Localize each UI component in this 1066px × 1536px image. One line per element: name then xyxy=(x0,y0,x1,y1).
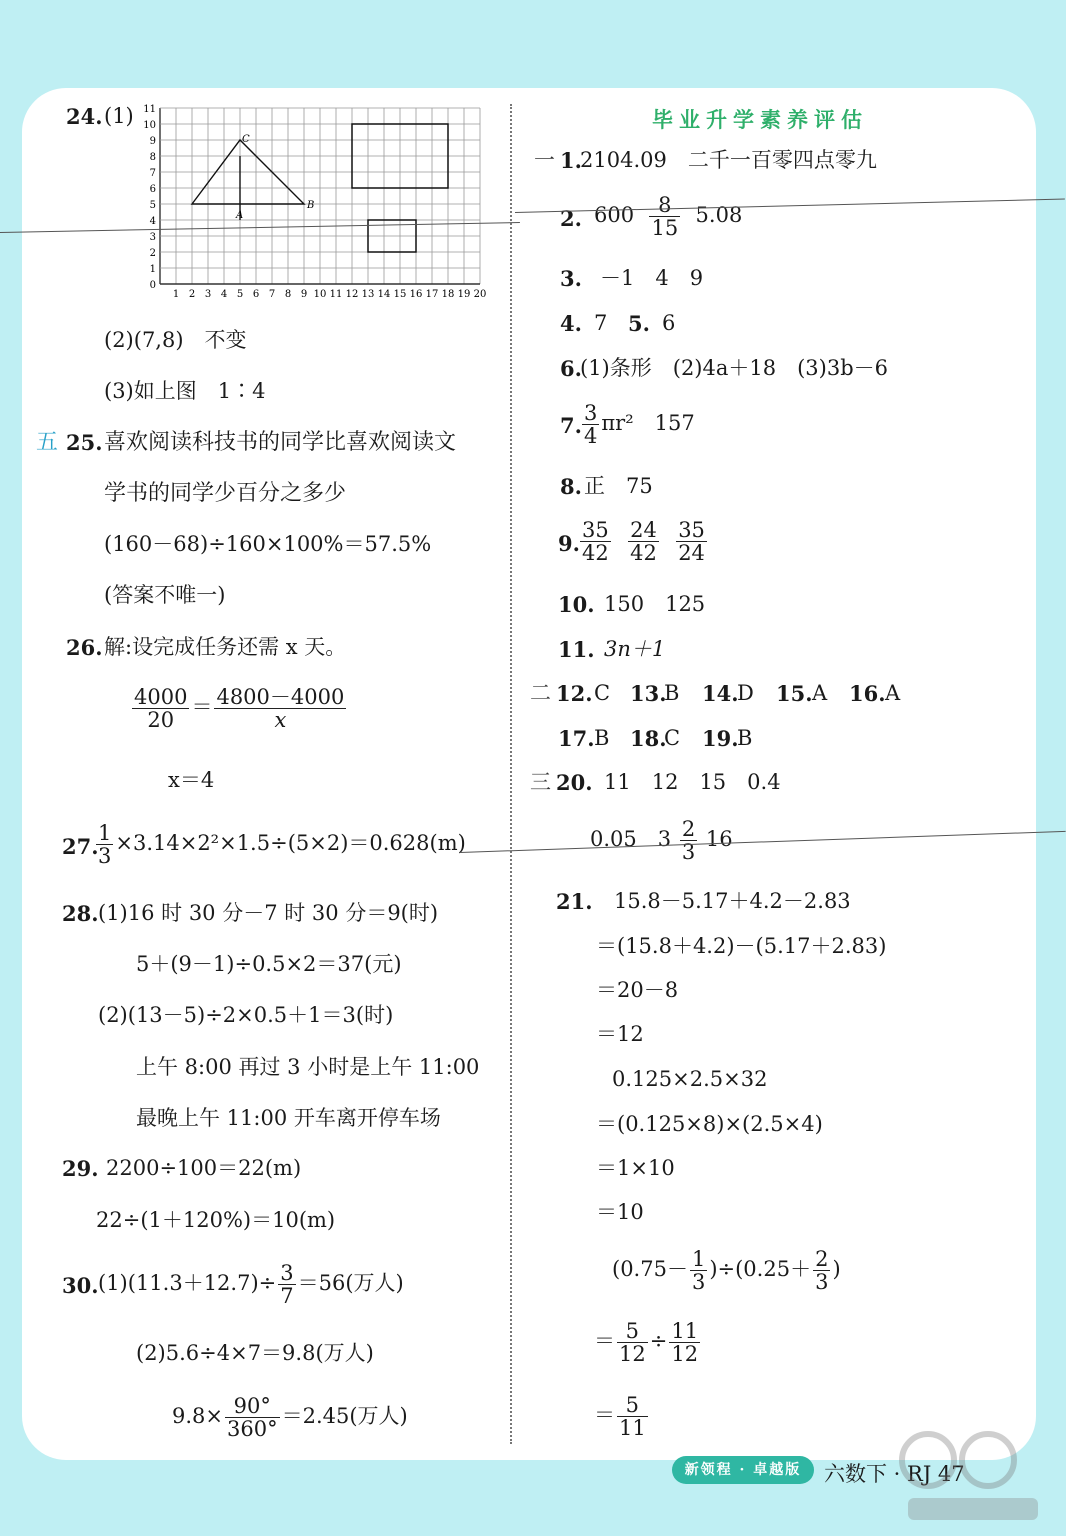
x-tick-label: 16 xyxy=(409,289,423,298)
y-tick-label: 8 xyxy=(149,152,156,163)
q28-line1: (1)16 时 30 分－7 时 30 分＝9(时) xyxy=(98,901,439,925)
q24-part2: (2)(7,8) 不变 xyxy=(104,328,247,352)
x-tick-label: 14 xyxy=(377,289,391,298)
a7-post: πr² 157 xyxy=(601,411,695,436)
q28-line5: 最晚上午 11:00 开车离开停车场 xyxy=(136,1106,441,1130)
y-tick-label: 11 xyxy=(143,104,156,115)
a1-text: 2104.09 二千一百零四点零九 xyxy=(580,148,877,172)
q26-f1-den: 20 xyxy=(147,708,175,733)
a2-f-den: 15 xyxy=(651,216,679,241)
q25-number: 25. xyxy=(66,430,103,455)
x-tick-label: 10 xyxy=(313,289,327,298)
x-tick-label: 4 xyxy=(220,289,228,298)
a21-l9-a: (0.75－ xyxy=(612,1257,688,1282)
q30-l3-pre: 9.8× xyxy=(172,1404,223,1429)
q27-f-num: 1 xyxy=(98,821,112,845)
a2-number: 2. xyxy=(560,206,582,231)
q29-line1: 2200÷100＝22(m) xyxy=(106,1156,302,1180)
section-two-mark: 二 xyxy=(530,681,551,705)
a20-f-den: 3 xyxy=(681,840,696,865)
coordinate-grid xyxy=(138,102,494,298)
a2-f-num: 8 xyxy=(649,194,680,217)
a20-text: 11 12 15 0.4 xyxy=(604,770,781,794)
a7-f-den: 4 xyxy=(584,424,598,449)
x-tick-label: 13 xyxy=(361,289,375,298)
q24-number: 24. xyxy=(66,104,103,129)
a21-l9-c: ) xyxy=(832,1257,841,1282)
a9-f2-num: 24 xyxy=(630,518,657,542)
a10-number: 10. xyxy=(558,592,595,617)
y-tick-label: 4 xyxy=(149,216,156,227)
point-b-label: B xyxy=(307,200,315,211)
a2-post: 5.08 xyxy=(695,203,743,228)
q30-line2: (2)5.6÷4×7＝9.8(万人) xyxy=(136,1341,374,1365)
x-tick-label: 9 xyxy=(300,289,308,298)
x-tick-label: 7 xyxy=(268,289,276,298)
x-tick-label: 5 xyxy=(236,289,244,298)
a20-number: 20. xyxy=(556,770,593,795)
q30-l3-post: ＝2.45(万人) xyxy=(281,1404,408,1429)
a21-number: 21. xyxy=(556,889,593,914)
a3-number: 3. xyxy=(560,266,582,291)
a2-pre: 600 xyxy=(594,203,635,228)
y-tick-label: 10 xyxy=(143,120,156,131)
a11-number: 11. xyxy=(558,637,595,662)
y-tick-label: 3 xyxy=(149,232,156,243)
a11-text: 3n＋1 xyxy=(604,637,666,661)
a21-l2: ＝(15.8＋4.2)－(5.17＋2.83) xyxy=(596,934,887,958)
a21-l3: ＝20－8 xyxy=(596,978,679,1002)
a21-l11 xyxy=(594,1394,650,1439)
a14-value: D xyxy=(737,681,754,705)
q29-number: 29. xyxy=(62,1156,99,1181)
a4-value: 7 xyxy=(594,311,608,335)
a12-value: C xyxy=(594,681,611,705)
a10-text: 150 125 xyxy=(604,592,706,616)
a14-number: 14. xyxy=(702,681,739,706)
q27-number: 27. xyxy=(62,834,99,859)
a21-l11-f-num: 5 xyxy=(617,1394,648,1417)
q26-line1: 解:设完成任务还需 x 天。 xyxy=(104,635,347,659)
a21-l9 xyxy=(612,1248,841,1293)
x-tick-label: 19 xyxy=(457,289,471,298)
x-tick-label: 18 xyxy=(441,289,455,298)
q25-line2: 学书的同学少百分之多少 xyxy=(104,481,347,506)
q26-number: 26. xyxy=(66,635,103,660)
x-tick-label: 3 xyxy=(204,289,212,298)
q26-eq: ＝ xyxy=(191,695,213,720)
x-tick-label: 1 xyxy=(172,289,180,298)
a21-l11-f-den: 11 xyxy=(619,1416,646,1441)
a6-number: 6. xyxy=(560,356,582,381)
a7-f-num: 3 xyxy=(584,401,598,425)
a12-number: 12. xyxy=(556,681,593,706)
a21-l4: ＝12 xyxy=(596,1022,644,1046)
a19-number: 19. xyxy=(702,726,739,751)
section-one-mark: 一 xyxy=(534,148,555,172)
q30-l3-num: 90° xyxy=(225,1395,280,1418)
q30-l3-den: 360° xyxy=(227,1417,278,1442)
a4-number: 4. xyxy=(560,311,582,336)
a20-line2 xyxy=(590,818,733,863)
a21-l9-f2-num: 2 xyxy=(815,1247,829,1271)
q30-l1-pre: (1)(11.3＋12.7)÷ xyxy=(98,1271,277,1296)
section-five-mark: 五 xyxy=(36,430,59,455)
a7-number: 7. xyxy=(560,413,582,438)
a6-text: (1)条形 (2)4a＋18 (3)3b－6 xyxy=(580,356,889,380)
q24-part3: (3)如上图 1∶4 xyxy=(104,379,266,403)
q28-number: 28. xyxy=(62,901,99,926)
x-tick-label: 8 xyxy=(284,289,292,298)
q26-f1-num: 4000 xyxy=(134,685,188,709)
a9-line xyxy=(578,519,709,564)
a21-l10-f2-num: 11 xyxy=(671,1319,699,1343)
a21-l11-eq: ＝ xyxy=(594,1403,615,1428)
a5-value: 6 xyxy=(662,311,676,335)
a3-text: －1 4 9 xyxy=(600,266,704,290)
q26-line3: x＝4 xyxy=(168,768,215,792)
a20-l2-post: 16 xyxy=(705,827,733,852)
x-tick-label: 2 xyxy=(188,289,196,298)
footer-page-label: 六数下 · RJ 47 xyxy=(824,1462,965,1486)
a21-l10-f2-den: 12 xyxy=(671,1342,699,1367)
section-three-mark: 三 xyxy=(530,770,551,794)
y-tick-label: 2 xyxy=(149,248,156,259)
a8-text: 正 75 xyxy=(584,474,653,498)
a15-number: 15. xyxy=(776,681,813,706)
a15-value: A xyxy=(812,681,828,705)
a21-l5: 0.125×2.5×32 xyxy=(612,1067,768,1091)
q30-number: 30. xyxy=(62,1273,99,1298)
y-tick-label: 5 xyxy=(149,200,156,211)
a21-l10-f1-den: 12 xyxy=(619,1342,646,1367)
q28-line3: (2)(13－5)÷2×0.5＋1＝3(时) xyxy=(98,1003,394,1027)
x-tick-label: 12 xyxy=(345,289,359,298)
x-tick-label: 17 xyxy=(425,289,439,298)
q27-rest: ×3.14×2²×1.5÷(5×2)＝0.628(m) xyxy=(115,831,466,856)
y-tick-label: 1 xyxy=(149,264,156,275)
column-divider xyxy=(510,104,512,1444)
q26-f2-den: x xyxy=(274,708,287,733)
y-tick-label: 0 xyxy=(149,280,156,291)
a9-number: 9. xyxy=(558,531,580,556)
a9-f2-den: 42 xyxy=(630,541,657,566)
q25-line1: 喜欢阅读科技书的同学比喜欢阅读文 xyxy=(104,430,457,455)
a13-number: 13. xyxy=(630,681,667,706)
a21-l10-op: ÷ xyxy=(649,1329,668,1354)
q30-l1-post: ＝56(万人) xyxy=(297,1271,404,1296)
footer-brand-pill: 新领程 · 卓越版 xyxy=(672,1456,814,1484)
a9-f3-den: 24 xyxy=(678,541,705,566)
a21-l9-f2-den: 3 xyxy=(815,1270,829,1295)
a21-l8: ＝10 xyxy=(596,1200,644,1224)
a16-number: 16. xyxy=(849,681,886,706)
x-tick-label: 11 xyxy=(329,289,343,298)
a7-line xyxy=(580,402,695,447)
q27-expression xyxy=(94,822,466,867)
a2-line xyxy=(594,194,742,239)
a1-number: 1. xyxy=(560,148,582,173)
y-tick-label: 7 xyxy=(149,168,156,179)
a20-f-num: 2 xyxy=(681,817,696,841)
x-tick-label: 15 xyxy=(393,289,407,298)
a21-l6: ＝(0.125×8)×(2.5×4) xyxy=(596,1112,823,1136)
a9-f3-num: 35 xyxy=(678,518,705,542)
a21-l9-f1-num: 1 xyxy=(691,1247,706,1271)
banner-title: 毕业升学素养评估 xyxy=(652,107,868,132)
a21-l10-f1-num: 5 xyxy=(617,1320,648,1343)
q28-line4: 上午 8:00 再过 3 小时是上午 11:00 xyxy=(136,1055,480,1079)
a18-number: 18. xyxy=(630,726,667,751)
a20-l2-pre: 0.05 3 xyxy=(590,827,672,852)
a19-value: B xyxy=(737,726,753,750)
y-tick-label: 6 xyxy=(149,184,156,195)
q24-part1: (1) xyxy=(104,104,134,128)
a5-number: 5. xyxy=(628,311,650,336)
a21-l9-b: )÷(0.25＋ xyxy=(709,1257,812,1282)
q30-line3 xyxy=(172,1395,408,1440)
q26-equation xyxy=(130,686,348,731)
a21-l10 xyxy=(594,1320,702,1365)
a8-number: 8. xyxy=(560,474,582,499)
q30-l1-num: 3 xyxy=(280,1261,294,1285)
a21-l1: 15.8－5.17＋4.2－2.83 xyxy=(614,889,851,913)
watermark-logo xyxy=(888,1420,1058,1530)
a17-value: B xyxy=(594,726,610,750)
x-tick-label: 6 xyxy=(252,289,260,298)
a21-l7: ＝1×10 xyxy=(596,1156,675,1180)
point-c-label: C xyxy=(242,134,250,145)
y-tick-label: 9 xyxy=(149,136,156,147)
q30-line1 xyxy=(98,1262,404,1307)
a9-f1-den: 42 xyxy=(582,541,609,566)
a16-value: A xyxy=(885,681,901,705)
q29-line2: 22÷(1＋120%)＝10(m) xyxy=(96,1208,336,1232)
a13-value: B xyxy=(664,681,680,705)
q30-l1-den: 7 xyxy=(280,1284,294,1309)
q25-line3: (160－68)÷160×100%＝57.5% xyxy=(104,532,432,556)
q27-f-den: 3 xyxy=(98,844,112,869)
q26-f2-num: 4800－4000 xyxy=(216,685,345,709)
point-a-label: A xyxy=(236,210,244,221)
a9-f1-num: 35 xyxy=(582,518,609,542)
q28-line2: 5＋(9－1)÷0.5×2＝37(元) xyxy=(136,952,402,976)
a18-value: C xyxy=(664,726,681,750)
q25-line4: (答案不唯一) xyxy=(104,583,226,607)
x-tick-label: 20 xyxy=(473,289,487,298)
a17-number: 17. xyxy=(558,726,595,751)
a21-l9-f1-den: 3 xyxy=(691,1270,706,1295)
a21-l10-eq: ＝ xyxy=(594,1329,615,1354)
